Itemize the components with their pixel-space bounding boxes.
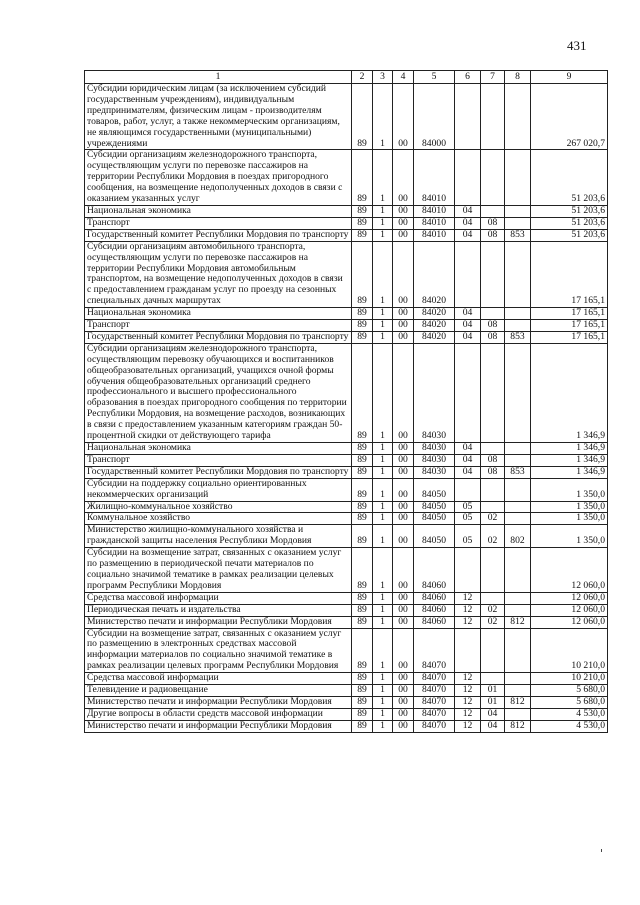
column-header-5: 5 — [414, 71, 455, 84]
code-col-5: 84060 — [414, 548, 455, 593]
code-col-2: 89 — [352, 478, 373, 501]
code-col-2: 89 — [352, 84, 373, 150]
code-col-8 — [505, 205, 531, 217]
row-amount: 1 346,9 — [531, 454, 608, 466]
code-col-6 — [455, 241, 481, 307]
code-col-8 — [505, 478, 531, 501]
row-amount: 17 165,1 — [531, 241, 608, 307]
row-name: Министерство печати и информации Республики Мордовия — [85, 616, 352, 628]
code-col-2: 89 — [352, 604, 373, 616]
code-col-2: 89 — [352, 673, 373, 685]
code-col-2: 89 — [352, 720, 373, 732]
code-col-8 — [505, 501, 531, 513]
code-col-6: 05 — [455, 513, 481, 525]
code-col-6: 04 — [455, 205, 481, 217]
code-col-5: 84060 — [414, 592, 455, 604]
code-col-4: 00 — [393, 592, 414, 604]
column-header-8: 8 — [505, 71, 531, 84]
code-col-3: 1 — [373, 616, 393, 628]
code-col-4: 00 — [393, 513, 414, 525]
row-name: Периодическая печать и издательства — [85, 604, 352, 616]
code-col-7: 02 — [481, 513, 505, 525]
code-col-4: 00 — [393, 443, 414, 455]
row-amount: 17 165,1 — [531, 320, 608, 332]
code-col-8 — [505, 84, 531, 150]
code-col-8 — [505, 150, 531, 206]
row-name: Национальная экономика — [85, 205, 352, 217]
code-col-2: 89 — [352, 616, 373, 628]
table-row — [85, 685, 608, 697]
column-header-4: 4 — [393, 71, 414, 84]
code-col-4: 00 — [393, 628, 414, 673]
code-col-7 — [481, 84, 505, 150]
code-col-5: 84000 — [414, 84, 455, 150]
code-col-7: 08 — [481, 229, 505, 241]
code-col-4: 00 — [393, 229, 414, 241]
code-col-2: 89 — [352, 685, 373, 697]
code-col-5: 84010 — [414, 150, 455, 206]
code-col-3: 1 — [373, 150, 393, 206]
row-name: Субсидии организациям автомобильного транспорта, осуществляющим услуги по перевозке пассажиров на территории Республики Мордовия автомобильным транспортом, на возмещение недополученных доходов в связи с предоставлением гражданам услуг по проезду на сезонных специальных дачных маршрутах — [85, 241, 352, 307]
code-col-8 — [505, 708, 531, 720]
code-col-3: 1 — [373, 478, 393, 501]
row-name: Государственный комитет Республики Мордовия по транспорту — [85, 466, 352, 478]
code-col-6: 12 — [455, 720, 481, 732]
code-col-2: 89 — [352, 443, 373, 455]
code-col-4: 00 — [393, 604, 414, 616]
code-col-3: 1 — [373, 241, 393, 307]
code-col-3: 1 — [373, 343, 393, 442]
code-col-3: 1 — [373, 466, 393, 478]
code-col-4: 00 — [393, 150, 414, 206]
row-amount: 5 680,0 — [531, 696, 608, 708]
code-col-8 — [505, 513, 531, 525]
code-col-6 — [455, 84, 481, 150]
code-col-3: 1 — [373, 308, 393, 320]
code-col-4: 00 — [393, 696, 414, 708]
page-number: 431 — [567, 38, 587, 53]
row-name: Субсидии на возмещение затрат, связанных с оказанием услуг по размещению в электронных средствах массовой информации материалов по социально значимой тематике в рамках реализации целевых программ Республики Мордовия — [85, 628, 352, 673]
code-col-7: 08 — [481, 466, 505, 478]
code-col-2: 89 — [352, 217, 373, 229]
code-col-8: 812 — [505, 696, 531, 708]
code-col-5: 84070 — [414, 628, 455, 673]
row-name: Субсидии организациям железнодорожного транспорта, осуществляющим услуги по перевозке пассажиров на территории Республики Мордовия в поездах пригородного сообщения, на возмещение недополученных доходов в связи с оказанием указанных услуг — [85, 150, 352, 206]
row-name: Субсидии юридическим лицам (за исключением субсидий государственным учреждениям), индивидуальным предпринимателям, физическим лицам - производителям товаров, работ, услуг, а также некоммерческим организациям, не являющимся государственными (муниципальными) учреждениями — [85, 84, 352, 150]
code-col-6: 12 — [455, 616, 481, 628]
table-row — [85, 331, 608, 343]
code-col-8 — [505, 454, 531, 466]
code-col-8: 812 — [505, 720, 531, 732]
table-row — [85, 548, 608, 593]
code-col-3: 1 — [373, 628, 393, 673]
row-amount: 10 210,0 — [531, 628, 608, 673]
code-col-5: 84050 — [414, 501, 455, 513]
code-col-6: 04 — [455, 308, 481, 320]
table-row — [85, 84, 608, 150]
column-header-3: 3 — [373, 71, 393, 84]
code-col-8 — [505, 217, 531, 229]
code-col-5: 84070 — [414, 685, 455, 697]
table-row — [85, 241, 608, 307]
code-col-2: 89 — [352, 466, 373, 478]
code-col-4: 00 — [393, 466, 414, 478]
code-col-7: 02 — [481, 604, 505, 616]
row-name: Государственный комитет Республики Мордовия по транспорту — [85, 229, 352, 241]
row-amount: 4 530,0 — [531, 720, 608, 732]
row-name: Средства массовой информации — [85, 592, 352, 604]
code-col-2: 89 — [352, 343, 373, 442]
code-col-2: 89 — [352, 592, 373, 604]
code-col-8 — [505, 308, 531, 320]
column-header-6: 6 — [455, 71, 481, 84]
code-col-3: 1 — [373, 525, 393, 548]
code-col-2: 89 — [352, 205, 373, 217]
row-name: Национальная экономика — [85, 443, 352, 455]
row-amount: 1 350,0 — [531, 501, 608, 513]
code-col-4: 00 — [393, 673, 414, 685]
code-col-6: 05 — [455, 501, 481, 513]
code-col-6 — [455, 548, 481, 593]
code-col-2: 89 — [352, 454, 373, 466]
code-col-4: 00 — [393, 331, 414, 343]
code-col-4: 00 — [393, 708, 414, 720]
code-col-5: 84050 — [414, 478, 455, 501]
row-name: Министерство жилищно-коммунального хозяйства и гражданской защиты населения Республики Мордовия — [85, 525, 352, 548]
table-row — [85, 217, 608, 229]
row-amount: 1 350,0 — [531, 525, 608, 548]
row-amount: 12 060,0 — [531, 592, 608, 604]
code-col-4: 00 — [393, 501, 414, 513]
row-amount: 17 165,1 — [531, 308, 608, 320]
code-col-4: 00 — [393, 720, 414, 732]
code-col-8: 802 — [505, 525, 531, 548]
code-col-4: 00 — [393, 320, 414, 332]
code-col-2: 89 — [352, 331, 373, 343]
code-col-8 — [505, 548, 531, 593]
row-amount: 1 350,0 — [531, 513, 608, 525]
code-col-4: 00 — [393, 616, 414, 628]
row-name: Транспорт — [85, 454, 352, 466]
code-col-8 — [505, 241, 531, 307]
code-col-5: 84030 — [414, 443, 455, 455]
code-col-5: 84030 — [414, 454, 455, 466]
table-row — [85, 229, 608, 241]
code-col-8: 853 — [505, 331, 531, 343]
code-col-6 — [455, 150, 481, 206]
code-col-7 — [481, 443, 505, 455]
table-row — [85, 720, 608, 732]
code-col-8 — [505, 685, 531, 697]
row-name: Транспорт — [85, 217, 352, 229]
code-col-7 — [481, 628, 505, 673]
code-col-5: 84030 — [414, 466, 455, 478]
row-name: Субсидии организациям железнодорожного транспорта, осуществляющим перевозку обучающихся и воспитанников общеобразовательных организаций, учащихся очной формы обучения общеобразовательных организаций среднего профессионального и высшего профессионального образования в поездах пригородного сообщения по территории Республики Мордовия, на возмещение расходов, возникающих в связи с предоставлением указанным категориям граждан 50-процентной скидки от действующего тарифа — [85, 343, 352, 442]
code-col-7: 02 — [481, 616, 505, 628]
code-col-6: 04 — [455, 443, 481, 455]
table-row — [85, 343, 608, 442]
row-amount: 1 346,9 — [531, 443, 608, 455]
row-amount: 1 346,9 — [531, 343, 608, 442]
code-col-7 — [481, 241, 505, 307]
code-col-5: 84020 — [414, 241, 455, 307]
column-header-1: 1 — [85, 71, 352, 84]
code-col-3: 1 — [373, 205, 393, 217]
row-amount: 267 020,7 — [531, 84, 608, 150]
row-amount: 12 060,0 — [531, 604, 608, 616]
row-amount: 1 346,9 — [531, 466, 608, 478]
code-col-5: 84020 — [414, 308, 455, 320]
code-col-6 — [455, 478, 481, 501]
code-col-5: 84060 — [414, 604, 455, 616]
code-col-6 — [455, 343, 481, 442]
table-row — [85, 205, 608, 217]
code-col-6: 04 — [455, 331, 481, 343]
code-col-7: 01 — [481, 696, 505, 708]
code-col-5: 84070 — [414, 673, 455, 685]
table-row — [85, 673, 608, 685]
code-col-2: 89 — [352, 628, 373, 673]
table-header-row — [85, 71, 608, 84]
code-col-2: 89 — [352, 308, 373, 320]
code-col-5: 84070 — [414, 708, 455, 720]
code-col-3: 1 — [373, 592, 393, 604]
table-row — [85, 308, 608, 320]
row-name: Средства массовой информации — [85, 673, 352, 685]
code-col-7: 02 — [481, 525, 505, 548]
code-col-5: 84020 — [414, 331, 455, 343]
row-amount: 12 060,0 — [531, 548, 608, 593]
row-amount: 51 203,6 — [531, 217, 608, 229]
row-name: Национальная экономика — [85, 308, 352, 320]
code-col-3: 1 — [373, 696, 393, 708]
code-col-3: 1 — [373, 604, 393, 616]
code-col-5: 84070 — [414, 696, 455, 708]
code-col-3: 1 — [373, 720, 393, 732]
code-col-7: 01 — [481, 685, 505, 697]
code-col-2: 89 — [352, 229, 373, 241]
code-col-4: 00 — [393, 548, 414, 593]
code-col-6: 04 — [455, 466, 481, 478]
code-col-4: 00 — [393, 84, 414, 150]
code-col-2: 89 — [352, 708, 373, 720]
row-amount: 17 165,1 — [531, 331, 608, 343]
table-row — [85, 443, 608, 455]
code-col-3: 1 — [373, 443, 393, 455]
code-col-7: 04 — [481, 708, 505, 720]
code-col-5: 84010 — [414, 205, 455, 217]
code-col-7 — [481, 548, 505, 593]
code-col-5: 84010 — [414, 229, 455, 241]
code-col-7 — [481, 592, 505, 604]
code-col-7 — [481, 205, 505, 217]
row-name: Государственный комитет Республики Мордовия по транспорту — [85, 331, 352, 343]
code-col-6: 12 — [455, 696, 481, 708]
code-col-7: 08 — [481, 217, 505, 229]
code-col-3: 1 — [373, 548, 393, 593]
code-col-6: 05 — [455, 525, 481, 548]
column-header-9: 9 — [531, 71, 608, 84]
code-col-3: 1 — [373, 320, 393, 332]
row-amount: 51 203,6 — [531, 150, 608, 206]
code-col-7: 04 — [481, 720, 505, 732]
code-col-6: 12 — [455, 685, 481, 697]
code-col-5: 84050 — [414, 525, 455, 548]
scan-mark — [601, 849, 602, 852]
code-col-7: 08 — [481, 320, 505, 332]
row-amount: 51 203,6 — [531, 205, 608, 217]
table-row — [85, 478, 608, 501]
code-col-5: 84070 — [414, 720, 455, 732]
table-row — [85, 604, 608, 616]
row-amount: 51 203,6 — [531, 229, 608, 241]
code-col-2: 89 — [352, 548, 373, 593]
code-col-2: 89 — [352, 320, 373, 332]
code-col-8 — [505, 628, 531, 673]
table-row — [85, 696, 608, 708]
row-name: Коммунальное хозяйство — [85, 513, 352, 525]
code-col-2: 89 — [352, 501, 373, 513]
row-name: Жилищно-коммунальное хозяйство — [85, 501, 352, 513]
code-col-6: 04 — [455, 217, 481, 229]
table-row — [85, 592, 608, 604]
row-name: Транспорт — [85, 320, 352, 332]
code-col-5: 84030 — [414, 343, 455, 442]
code-col-5: 84010 — [414, 217, 455, 229]
code-col-7 — [481, 501, 505, 513]
code-col-6: 04 — [455, 320, 481, 332]
code-col-5: 84020 — [414, 320, 455, 332]
row-name: Другие вопросы в области средств массовой информации — [85, 708, 352, 720]
table-row — [85, 616, 608, 628]
code-col-8 — [505, 320, 531, 332]
column-header-2: 2 — [352, 71, 373, 84]
code-col-3: 1 — [373, 513, 393, 525]
code-col-3: 1 — [373, 708, 393, 720]
row-amount: 12 060,0 — [531, 616, 608, 628]
table-row — [85, 466, 608, 478]
code-col-8: 812 — [505, 616, 531, 628]
row-name: Субсидии на поддержку социально ориентированных некоммерческих организаций — [85, 478, 352, 501]
row-amount: 4 530,0 — [531, 708, 608, 720]
code-col-6: 12 — [455, 592, 481, 604]
code-col-4: 00 — [393, 308, 414, 320]
table-row — [85, 513, 608, 525]
code-col-7 — [481, 343, 505, 442]
code-col-4: 00 — [393, 525, 414, 548]
table-row — [85, 628, 608, 673]
code-col-7 — [481, 673, 505, 685]
code-col-7: 08 — [481, 454, 505, 466]
code-col-8 — [505, 673, 531, 685]
row-amount: 10 210,0 — [531, 673, 608, 685]
code-col-2: 89 — [352, 150, 373, 206]
code-col-8 — [505, 592, 531, 604]
code-col-3: 1 — [373, 673, 393, 685]
code-col-3: 1 — [373, 454, 393, 466]
code-col-2: 89 — [352, 513, 373, 525]
budget-table — [84, 70, 608, 733]
code-col-4: 00 — [393, 205, 414, 217]
code-col-7 — [481, 150, 505, 206]
code-col-6 — [455, 628, 481, 673]
code-col-7: 08 — [481, 331, 505, 343]
row-name: Министерство печати и информации Республики Мордовия — [85, 696, 352, 708]
code-col-8 — [505, 343, 531, 442]
row-amount: 1 350,0 — [531, 478, 608, 501]
code-col-2: 89 — [352, 696, 373, 708]
code-col-4: 00 — [393, 478, 414, 501]
table-row — [85, 501, 608, 513]
table-row — [85, 150, 608, 206]
code-col-6: 12 — [455, 604, 481, 616]
row-amount: 5 680,0 — [531, 685, 608, 697]
code-col-6: 12 — [455, 673, 481, 685]
code-col-6: 12 — [455, 708, 481, 720]
table-row — [85, 454, 608, 466]
column-header-7: 7 — [481, 71, 505, 84]
code-col-4: 00 — [393, 343, 414, 442]
code-col-4: 00 — [393, 454, 414, 466]
table-row — [85, 320, 608, 332]
code-col-8: 853 — [505, 229, 531, 241]
table-row — [85, 708, 608, 720]
code-col-2: 89 — [352, 241, 373, 307]
code-col-3: 1 — [373, 84, 393, 150]
code-col-3: 1 — [373, 217, 393, 229]
code-col-6: 04 — [455, 454, 481, 466]
code-col-4: 00 — [393, 217, 414, 229]
code-col-3: 1 — [373, 331, 393, 343]
code-col-6: 04 — [455, 229, 481, 241]
code-col-3: 1 — [373, 501, 393, 513]
code-col-7 — [481, 308, 505, 320]
code-col-2: 89 — [352, 525, 373, 548]
table-row — [85, 525, 608, 548]
code-col-8 — [505, 443, 531, 455]
code-col-4: 00 — [393, 685, 414, 697]
code-col-7 — [481, 478, 505, 501]
code-col-3: 1 — [373, 685, 393, 697]
code-col-4: 00 — [393, 241, 414, 307]
row-name: Министерство печати и информации Республики Мордовия — [85, 720, 352, 732]
code-col-5: 84060 — [414, 616, 455, 628]
code-col-8: 853 — [505, 466, 531, 478]
row-name: Телевидение и радиовещание — [85, 685, 352, 697]
row-name: Субсидии на возмещение затрат, связанных с оказанием услуг по размещению в периодической печати материалов по социально значимой тематике в рамках реализации целевых программ Республики Мордовия — [85, 548, 352, 593]
code-col-5: 84050 — [414, 513, 455, 525]
code-col-8 — [505, 604, 531, 616]
code-col-3: 1 — [373, 229, 393, 241]
